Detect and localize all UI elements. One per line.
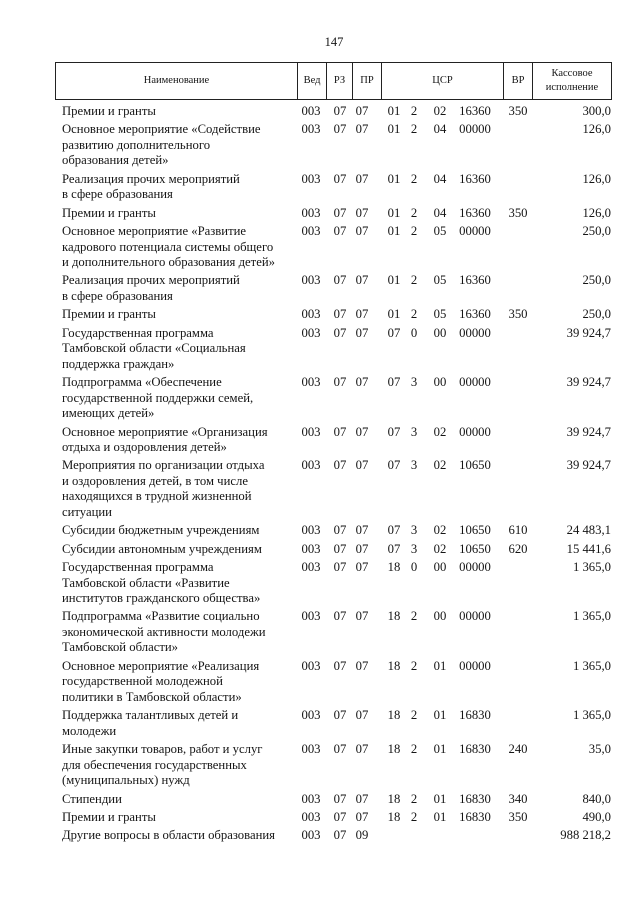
row-csr-subprogram: 3 — [410, 541, 418, 556]
row-pr: 07 — [355, 171, 369, 186]
table-row — [0, 375, 640, 424]
row-rz: 07 — [333, 122, 347, 137]
row-pr: 07 — [355, 458, 369, 473]
row-csr-direction: 16830 — [459, 708, 491, 723]
row-pr: 07 — [355, 560, 369, 575]
row-vr: 340 — [508, 791, 528, 806]
row-pr: 07 — [355, 273, 369, 288]
row-csr-program: 01 — [387, 307, 401, 322]
column-header-rz — [326, 63, 352, 99]
row-pr: 07 — [355, 325, 369, 340]
row-csr-direction: 00000 — [459, 224, 491, 239]
row-amount: 840,0 — [582, 791, 611, 806]
column-header-amount-label: Кассовое исполнение — [545, 68, 599, 93]
row-pr: 07 — [355, 809, 369, 824]
row-name: Поддержка талантливых детей и молодежи — [62, 708, 239, 738]
row-amount: 1 365,0 — [572, 708, 611, 723]
row-amount: 300,0 — [582, 104, 611, 118]
row-amount: 1 365,0 — [572, 560, 611, 575]
row-csr-direction: 00000 — [459, 122, 491, 137]
row-csr-subprogram: 2 — [410, 658, 418, 673]
row-ved: 003 — [301, 307, 321, 322]
table-row — [0, 104, 640, 122]
column-header-pr — [352, 63, 381, 99]
row-csr-activity: 02 — [433, 104, 447, 118]
column-header-rz-label: РЗ — [333, 75, 346, 86]
row-csr-direction: 16830 — [459, 742, 491, 757]
row-name: Мероприятия по организации отдыха и оздоровления детей, в том числе находящихся в трудной жизненной ситуации — [62, 458, 265, 519]
table-row — [0, 425, 640, 459]
page-number: 147 — [324, 35, 344, 49]
row-rz: 07 — [333, 273, 347, 288]
row-ved: 003 — [301, 791, 321, 806]
row-rz: 07 — [333, 708, 347, 723]
row-csr-direction: 10650 — [459, 541, 491, 556]
row-csr-program: 18 — [387, 708, 401, 723]
row-name: Иные закупки товаров, работ и услуг для обеспечения государственных (муниципальных) нужд — [62, 742, 263, 788]
row-csr-activity: 00 — [433, 560, 447, 575]
column-header-name-label: Наименование — [143, 75, 210, 86]
table-row — [0, 708, 640, 742]
row-pr: 07 — [355, 791, 369, 806]
row-pr: 07 — [355, 541, 369, 556]
row-rz: 07 — [333, 171, 347, 186]
row-csr-direction: 16360 — [459, 205, 491, 220]
row-ved: 003 — [301, 458, 321, 473]
row-rz: 07 — [333, 809, 347, 824]
row-csr-activity: 02 — [433, 523, 447, 538]
row-pr: 07 — [355, 742, 369, 757]
row-amount: 39 924,7 — [566, 375, 611, 390]
row-ved: 003 — [301, 658, 321, 673]
row-csr-direction: 16360 — [459, 273, 491, 288]
row-amount: 126,0 — [582, 205, 611, 220]
table-row — [0, 122, 640, 171]
row-csr-program: 01 — [387, 104, 401, 118]
row-amount: 39 924,7 — [566, 458, 611, 473]
row-name: Государственная программа Тамбовской области «Социальная поддержка граждан» — [62, 325, 246, 371]
row-csr-activity: 00 — [433, 325, 447, 340]
row-name: Стипендии — [62, 791, 122, 806]
row-ved: 003 — [301, 828, 321, 843]
row-rz: 07 — [333, 828, 347, 843]
row-csr-activity: 05 — [433, 273, 447, 288]
row-csr-subprogram: 0 — [410, 325, 418, 340]
row-amount: 250,0 — [582, 224, 611, 239]
row-ved: 003 — [301, 273, 321, 288]
row-name: Премии и гранты — [62, 809, 156, 824]
row-name: Реализация прочих мероприятий в сфере образования — [62, 171, 240, 202]
row-csr-subprogram: 2 — [410, 809, 418, 824]
row-pr: 07 — [355, 375, 369, 390]
row-rz: 07 — [333, 458, 347, 473]
row-ved: 003 — [301, 541, 321, 556]
row-csr-subprogram: 2 — [410, 122, 418, 137]
table-row — [0, 307, 640, 325]
table-row — [0, 609, 640, 658]
row-name: Другие вопросы в области образования — [62, 828, 276, 843]
column-header-csr — [381, 63, 503, 99]
table-row — [0, 659, 640, 708]
row-csr-direction: 00000 — [459, 609, 491, 624]
row-rz: 07 — [333, 658, 347, 673]
row-pr: 07 — [355, 424, 369, 439]
row-csr-subprogram: 2 — [410, 205, 418, 220]
row-name: Основное мероприятие «Развитие кадрового потенциала системы общего и дополнительного образования детей» — [62, 224, 275, 270]
row-csr-program: 01 — [387, 171, 401, 186]
row-csr-program: 01 — [387, 273, 401, 288]
row-csr-activity: 01 — [433, 809, 447, 824]
row-ved: 003 — [301, 171, 321, 186]
row-name: Основное мероприятие «Реализация государственной молодежной политики в Тамбовской области» — [62, 658, 260, 704]
row-rz: 07 — [333, 205, 347, 220]
row-pr: 07 — [355, 122, 369, 137]
row-amount: 250,0 — [582, 273, 611, 288]
row-csr-direction: 16360 — [459, 307, 491, 322]
row-vr: 350 — [508, 205, 528, 220]
row-pr: 07 — [355, 658, 369, 673]
row-rz: 07 — [333, 375, 347, 390]
row-amount: 39 924,7 — [566, 424, 611, 439]
row-csr-activity: 00 — [433, 375, 447, 390]
table-row — [0, 206, 640, 224]
row-csr-activity: 02 — [433, 541, 447, 556]
row-csr-subprogram: 2 — [410, 171, 418, 186]
row-csr-subprogram: 2 — [410, 708, 418, 723]
row-csr-direction: 16830 — [459, 809, 491, 824]
row-rz: 07 — [333, 224, 347, 239]
row-amount: 35,0 — [588, 742, 611, 757]
row-ved: 003 — [301, 122, 321, 137]
row-rz: 07 — [333, 523, 347, 538]
row-csr-activity: 01 — [433, 742, 447, 757]
table-row — [0, 224, 640, 273]
column-header-ved — [297, 63, 326, 99]
row-amount: 1 365,0 — [572, 658, 611, 673]
row-vr: 240 — [508, 742, 528, 757]
row-csr-activity: 01 — [433, 708, 447, 723]
row-csr-subprogram: 3 — [410, 424, 418, 439]
row-csr-program: 18 — [387, 609, 401, 624]
row-amount: 250,0 — [582, 307, 611, 322]
row-csr-activity: 02 — [433, 458, 447, 473]
row-csr-program: 07 — [387, 458, 401, 473]
row-csr-program: 18 — [387, 809, 401, 824]
row-ved: 003 — [301, 205, 321, 220]
row-csr-program: 18 — [387, 791, 401, 806]
row-csr-program: 07 — [387, 523, 401, 538]
row-amount: 988 218,2 — [560, 828, 611, 843]
row-csr-program: 18 — [387, 742, 401, 757]
table-row — [0, 742, 640, 791]
row-csr-activity: 04 — [433, 122, 447, 137]
row-csr-direction: 00000 — [459, 325, 491, 340]
row-csr-activity: 01 — [433, 658, 447, 673]
row-pr: 07 — [355, 104, 369, 118]
row-rz: 07 — [333, 325, 347, 340]
row-pr: 07 — [355, 224, 369, 239]
row-amount: 1 365,0 — [572, 609, 611, 624]
row-ved: 003 — [301, 523, 321, 538]
row-vr: 620 — [508, 541, 528, 556]
column-header-ved-label: Вед — [303, 75, 321, 86]
row-csr-program: 18 — [387, 560, 401, 575]
row-csr-subprogram: 2 — [410, 742, 418, 757]
row-pr: 07 — [355, 609, 369, 624]
row-rz: 07 — [333, 307, 347, 322]
row-csr-subprogram: 2 — [410, 104, 418, 118]
row-csr-subprogram: 3 — [410, 523, 418, 538]
row-csr-direction: 00000 — [459, 658, 491, 673]
row-rz: 07 — [333, 609, 347, 624]
row-csr-subprogram: 2 — [410, 224, 418, 239]
row-csr-program: 07 — [387, 375, 401, 390]
row-csr-activity: 04 — [433, 171, 447, 186]
row-ved: 003 — [301, 104, 321, 118]
row-csr-activity: 04 — [433, 205, 447, 220]
table-row — [0, 542, 640, 560]
row-rz: 07 — [333, 541, 347, 556]
row-csr-program: 01 — [387, 122, 401, 137]
row-name: Государственная программа Тамбовской области «Развитие институтов гражданского общества» — [62, 560, 261, 606]
row-name: Основное мероприятие «Организация отдыха и оздоровления детей» — [62, 424, 268, 455]
row-csr-program: 01 — [387, 224, 401, 239]
table-body — [0, 104, 640, 847]
row-name: Премии и гранты — [62, 104, 156, 118]
column-header-vr-label: ВР — [511, 75, 525, 86]
row-ved: 003 — [301, 742, 321, 757]
row-csr-direction: 00000 — [459, 424, 491, 439]
row-ved: 003 — [301, 609, 321, 624]
row-name: Реализация прочих мероприятий в сфере образования — [62, 273, 240, 303]
table-row — [0, 172, 640, 206]
table-row — [0, 326, 640, 375]
row-pr: 07 — [355, 523, 369, 538]
row-csr-program: 07 — [387, 424, 401, 439]
row-csr-activity: 00 — [433, 609, 447, 624]
row-csr-direction: 16360 — [459, 171, 491, 186]
row-rz: 07 — [333, 424, 347, 439]
row-csr-subprogram: 2 — [410, 307, 418, 322]
row-csr-activity: 05 — [433, 307, 447, 322]
row-csr-activity: 02 — [433, 424, 447, 439]
row-csr-direction: 00000 — [459, 560, 491, 575]
table-row — [0, 792, 640, 810]
table-row — [0, 458, 640, 523]
row-csr-program: 18 — [387, 658, 401, 673]
row-csr-direction: 16360 — [459, 104, 491, 118]
row-amount: 39 924,7 — [566, 325, 611, 340]
column-header-name — [56, 63, 297, 99]
table-row — [0, 523, 640, 541]
row-name: Подпрограмма «Обеспечение государственной поддержки семей, имеющих детей» — [62, 375, 254, 421]
row-csr-direction: 16830 — [459, 791, 491, 806]
row-name: Премии и гранты — [62, 307, 156, 322]
row-pr: 07 — [355, 307, 369, 322]
row-amount: 24 483,1 — [566, 523, 611, 538]
row-csr-program: 07 — [387, 325, 401, 340]
table-row — [0, 560, 640, 609]
row-ved: 003 — [301, 224, 321, 239]
row-csr-program: 07 — [387, 541, 401, 556]
row-vr: 350 — [508, 809, 528, 824]
table-row — [0, 273, 640, 307]
row-vr: 610 — [508, 523, 528, 538]
row-ved: 003 — [301, 809, 321, 824]
row-amount: 126,0 — [582, 122, 611, 137]
row-csr-subprogram: 2 — [410, 609, 418, 624]
row-amount: 490,0 — [582, 809, 611, 824]
row-csr-direction: 10650 — [459, 523, 491, 538]
row-csr-activity: 05 — [433, 224, 447, 239]
row-ved: 003 — [301, 424, 321, 439]
table-row — [0, 810, 640, 828]
row-rz: 07 — [333, 104, 347, 118]
row-name: Премии и гранты — [62, 205, 156, 220]
row-csr-subprogram: 0 — [410, 560, 418, 575]
row-csr-subprogram: 2 — [410, 273, 418, 288]
column-header-pr-label: ПР — [360, 75, 374, 86]
column-header-csr-label: ЦСР — [432, 75, 453, 86]
row-ved: 003 — [301, 375, 321, 390]
row-name: Основное мероприятие «Содействие развитию дополнительного образования детей» — [62, 122, 261, 168]
row-csr-activity: 01 — [433, 791, 447, 806]
row-vr: 350 — [508, 307, 528, 322]
row-pr: 09 — [355, 828, 369, 843]
row-pr: 07 — [355, 205, 369, 220]
row-csr-direction: 00000 — [459, 375, 491, 390]
table-header — [55, 62, 612, 100]
row-name: Субсидии автономным учреждениям — [62, 541, 262, 556]
row-rz: 07 — [333, 560, 347, 575]
row-csr-direction: 10650 — [459, 458, 491, 473]
column-header-amount — [532, 63, 611, 99]
row-ved: 003 — [301, 708, 321, 723]
row-vr: 350 — [508, 104, 528, 118]
row-name: Подпрограмма «Развитие социально экономической активности молодежи Тамбовской области» — [62, 609, 266, 655]
row-ved: 003 — [301, 325, 321, 340]
row-name: Субсидии бюджетным учреждениям — [62, 523, 260, 538]
row-csr-subprogram: 3 — [410, 375, 418, 390]
row-csr-subprogram: 2 — [410, 791, 418, 806]
row-ved: 003 — [301, 560, 321, 575]
column-header-vr — [503, 63, 532, 99]
row-pr: 07 — [355, 708, 369, 723]
table-row — [0, 828, 640, 846]
row-csr-program: 01 — [387, 205, 401, 220]
row-rz: 07 — [333, 742, 347, 757]
row-csr-subprogram: 3 — [410, 458, 418, 473]
row-amount: 126,0 — [582, 171, 611, 186]
row-rz: 07 — [333, 791, 347, 806]
row-amount: 15 441,6 — [566, 541, 611, 556]
